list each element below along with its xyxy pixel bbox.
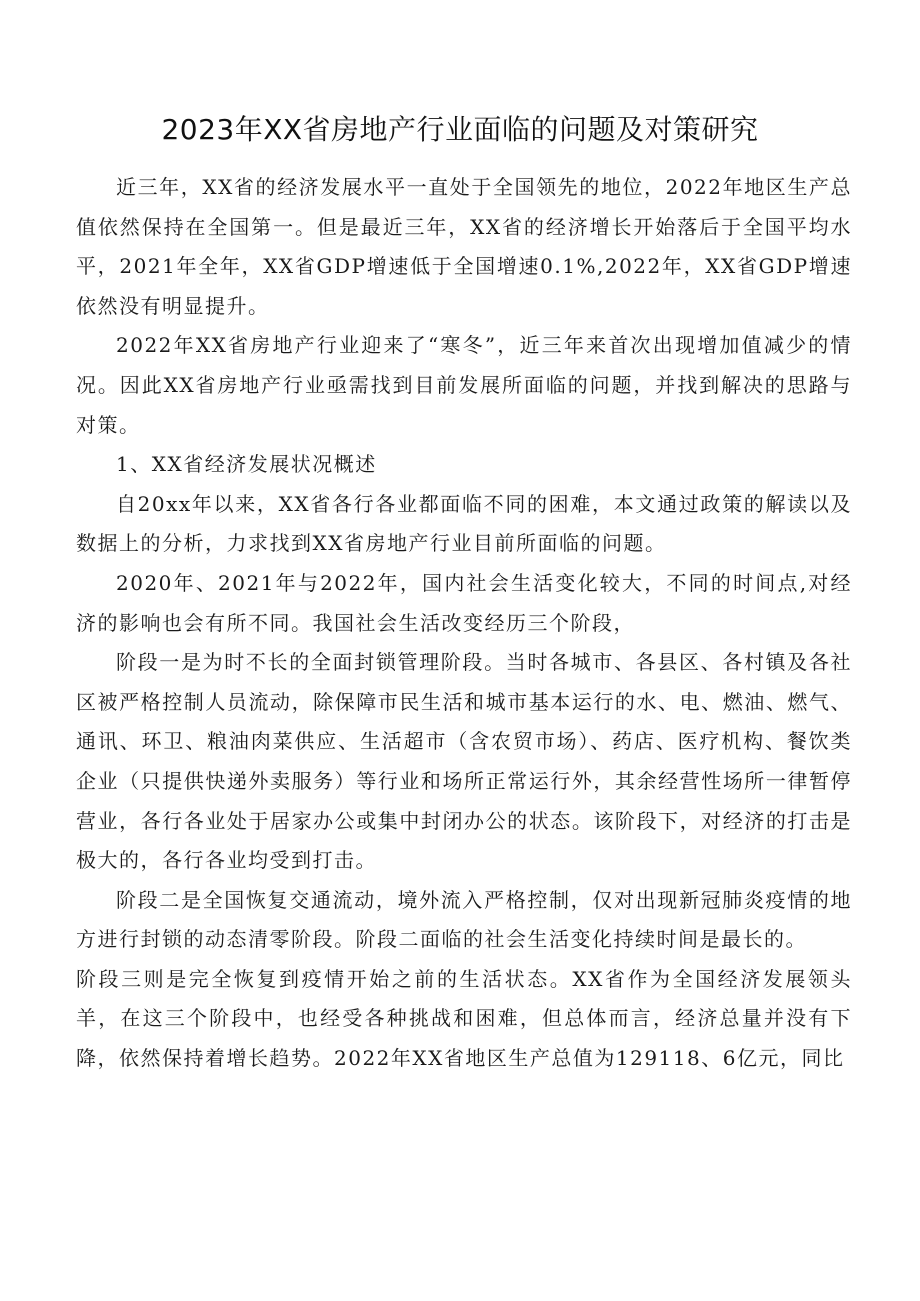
section-heading-economy-status: 1、XX省经济发展状况概述 — [116, 452, 377, 477]
document-body — [76, 168, 852, 1079]
paragraph-stage-three: 阶段三则是完全恢复到疫情开始之前的生活状态。XX省作为全国经济发展领头羊，在这三个阶段中，也经受各种挑战和困难，但总体而言，经济总量并没有下降，依然保持着增长趋势。2022年XX省地区生产总值为129118、6亿元，同比 — [76, 966, 852, 1071]
paragraph-three-stages: 2020年、2021年与2022年，国内社会生活变化较大，不同的时间点,对经济的影响也会有所不同。我国社会生活改变经历三个阶段， — [76, 570, 852, 635]
paragraph-economy-overview: 近三年，XX省的经济发展水平一直处于全国领先的地位，2022年地区生产总值依然保持在全国第一。但是最近三年，XX省的经济增长开始落后于全国平均水平，2021年全年，XX省GDP增速低于全国增速0.1%,2022年，XX省GDP增速依然没有明显提升。 — [76, 175, 852, 318]
document-title: 2023年XX省房地产行业面临的问题及对策研究 — [161, 113, 759, 146]
paragraph-stage-two: 阶段二是全国恢复交通流动，境外流入严格控制，仅对出现新冠肺炎疫情的地方进行封锁的动态清零阶段。阶段二面临的社会生活变化持续时间是最长的。 — [76, 887, 852, 952]
paragraph-policy-analysis: 自20xx年以来，XX省各行各业都面临不同的困难，本文通过政策的解读以及数据上的分析，力求找到XX省房地产行业目前所面临的问题。 — [76, 491, 852, 556]
paragraph-stage-one: 阶段一是为时不长的全面封锁管理阶段。当时各城市、各县区、各村镇及各社区被严格控制人员流动，除保障市民生活和城市基本运行的水、电、燃油、燃气、通讯、环卫、粮油肉菜供应、生活超市（含农贸市场）、药店、医疗机构、餐饮类企业（只提供快递外卖服务）等行业和场所正常运行外，其余经营性场所一律暂停营业，各行各业处于居家办公或集中封闭办公的状态。该阶段下，对经济的打击是极大的，各行各业均受到打击。 — [76, 650, 852, 873]
paragraph-real-estate-winter: 2022年XX省房地产行业迎来了“寒冬”，近三年来首次出现增加值减少的情况。因此XX省房地产行业亟需找到目前发展所面临的问题，并找到解决的思路与对策。 — [76, 333, 852, 437]
